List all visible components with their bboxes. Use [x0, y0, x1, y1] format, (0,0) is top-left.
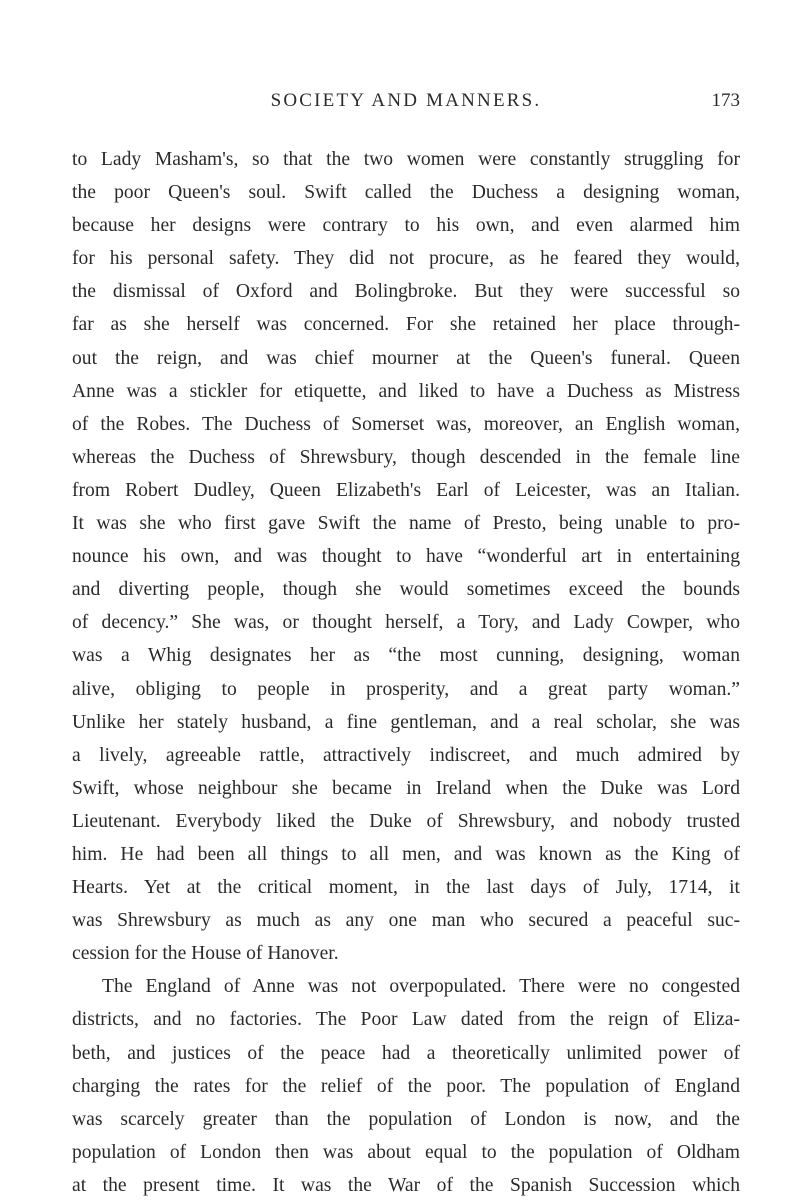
text-line: Hearts. Yet at the critical moment, in the last days of July, 1714, it [72, 877, 740, 899]
text-line: was scarcely greater than the population of London is now, and the [72, 1108, 740, 1130]
text-line: was a Whig designates her as “the most cunning, designing, woman [72, 645, 740, 667]
text-line: The England of Anne was not overpopulated. There were no congested [102, 976, 740, 998]
text-line: whereas the Duchess of Shrewsbury, though descended in the female line [72, 446, 740, 468]
text-line: Lieutenant. Everybody liked the Duke of Shrewsbury, and nobody trusted [72, 810, 740, 832]
text-line: at the present time. It was the War of the Spanish Succession which [72, 1174, 740, 1196]
text-line: districts, and no factories. The Poor Law dated from the reign of Eliza- [72, 1009, 740, 1031]
text-line: of decency.” She was, or thought herself, a Tory, and Lady Cowper, who [72, 612, 740, 634]
text-line: the poor Queen's soul. Swift called the Duchess a designing woman, [72, 182, 740, 204]
text-line: from Robert Dudley, Queen Elizabeth's Earl of Leicester, was an Italian. [72, 479, 740, 501]
text-line: far as she herself was concerned. For she retained her place through- [72, 314, 740, 336]
text-line: charging the rates for the relief of the poor. The population of England [72, 1075, 740, 1097]
text-line: Swift, whose neighbour she became in Ireland when the Duke was Lord [72, 777, 740, 799]
text-line: alive, obliging to people in prosperity, and a great party woman.” [72, 678, 740, 700]
text-line: nounce his own, and was thought to have “wonderful art in entertaining [72, 546, 740, 568]
text-line: cession for the House of Hanover. [72, 943, 339, 965]
running-head: SOCIETY AND MANNERS. [270, 90, 542, 111]
text-line: because her designs were contrary to his own, and even alarmed him [72, 215, 740, 237]
text-line: It was she who first gave Swift the name of Presto, being unable to pro- [72, 513, 740, 535]
text-line: out the reign, and was chief mourner at the Queen's funeral. Queen [72, 347, 740, 369]
paragraph-2 [72, 970, 740, 1202]
text-line: the dismissal of Oxford and Bolingbroke. But they were successful so [72, 281, 740, 303]
text-line: of the Robes. The Duchess of Somerset was, moreover, an English woman, [72, 413, 740, 435]
paragraph-1 [72, 143, 740, 970]
text-line: to Lady Masham's, so that the two women were constantly struggling for [72, 149, 740, 170]
text-line: beth, and justices of the peace had a theoretically unlimited power of [72, 1042, 740, 1064]
text-line: him. He had been all things to all men, and was known as the King of [72, 843, 740, 865]
text-line: was Shrewsbury as much as any one man who secured a peaceful suc- [72, 910, 740, 932]
text-line: and diverting people, though she would sometimes exceed the bounds [72, 579, 740, 601]
text-line: a lively, agreeable rattle, attractively indiscreet, and much admired by [72, 744, 740, 766]
text-line: population of London then was about equal to the population of Oldham [72, 1141, 740, 1163]
text-line: Anne was a stickler for etiquette, and liked to have a Duchess as Mistress [72, 380, 740, 402]
body-text [72, 143, 740, 1202]
page-header [72, 90, 740, 120]
text-line: Unlike her stately husband, a fine gentleman, and a real scholar, she was [72, 711, 740, 733]
text-line: for his personal safety. They did not procure, as he feared they would, [72, 248, 740, 270]
page-number: 173 [711, 90, 740, 111]
